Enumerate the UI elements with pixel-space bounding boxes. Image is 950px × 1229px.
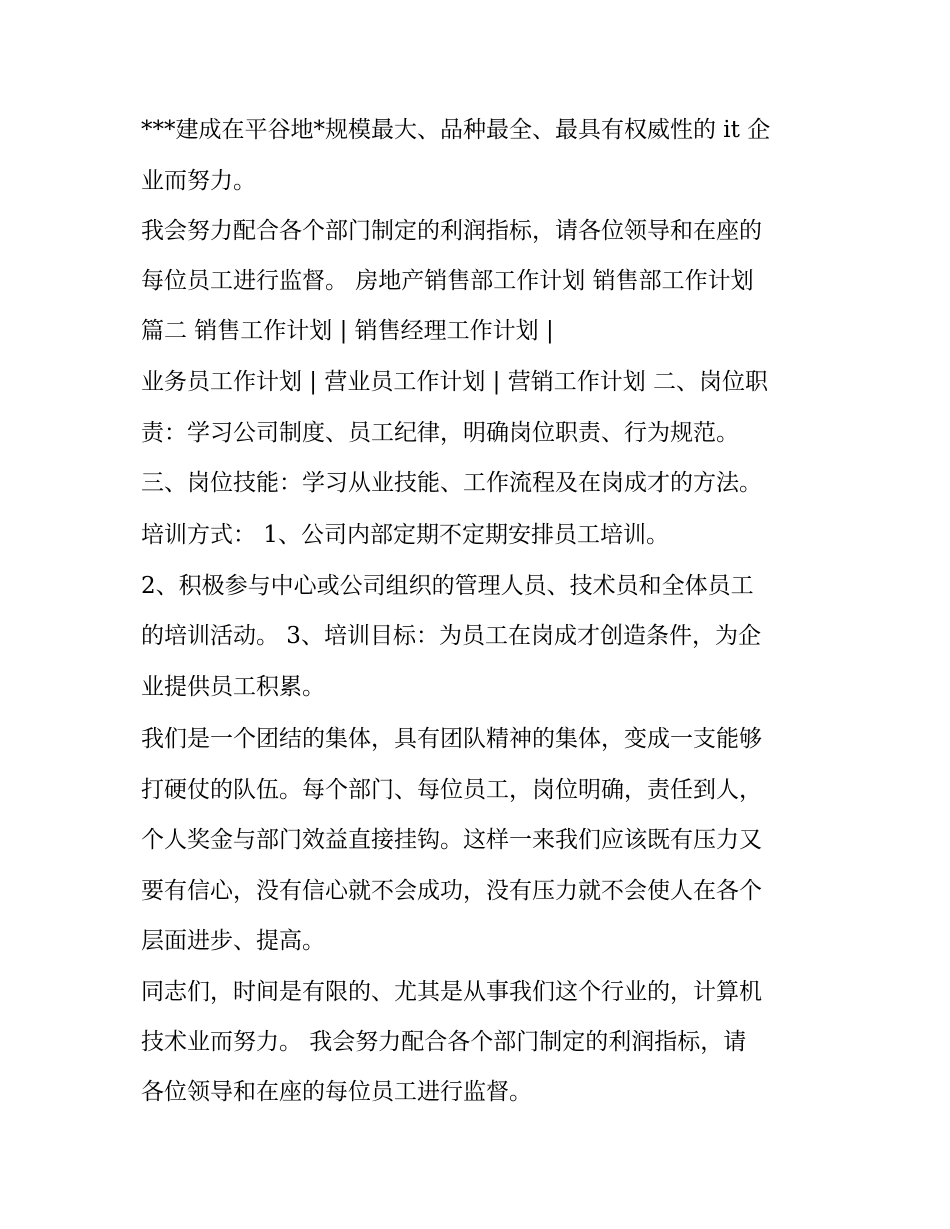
text-line: 责：学习公司制度、员工纪律，明确岗位职责、行为规范。 [141,420,739,446]
text-line: 技术业而努力。 我会努力配合各个部门制定的利润指标，请 [141,1029,747,1055]
text-line: 每位员工进行监督。 房地产销售部工作计划 销售部工作计划 [141,268,754,294]
text-line: 业务员工作计划 | 营业员工作计划 | 营销工作计划 二、岗位职 [141,369,769,395]
text-line: 培训方式： 1、公司内部定期不定期安排员工培训。 [141,522,669,548]
text-line: 2、积极参与中心或公司组织的管理人员、技术员和全体员工 [141,573,754,599]
text-line: 业而努力。 [141,168,256,194]
text-line: 我会努力配合各个部门制定的利润指标，请各位领导和在座的 [141,218,762,244]
text-line: 三、岗位技能：学习从业技能、工作流程及在岗成才的方法。 [141,470,762,496]
text-line: 我们是一个团结的集体，具有团队精神的集体，变成一支能够 [141,726,762,752]
text-line: 篇二 销售工作计划 | 销售经理工作计划 | [141,318,554,344]
text-line: 各位领导和在座的每位员工进行监督。 [141,1079,532,1105]
text-line: 个人奖金与部门效益直接挂钩。这样一来我们应该既有压力又 [141,827,762,853]
text-line: 要有信心，没有信心就不会成功，没有压力就不会使人在各个 [141,878,762,904]
text-line: ***建成在平谷地*规模最大、品种最全、最具有权威性的 it 企 [141,117,771,143]
text-line: 打硬仗的队伍。每个部门、每位员工，岗位明确，责任到人， [141,777,762,803]
text-line: 层面进步、提高。 [141,928,325,954]
text-line: 的培训活动。 3、培训目标：为员工在岗成才创造条件，为企 [141,623,761,649]
text-line: 业提供员工积累。 [141,674,325,700]
text-line: 同志们，时间是有限的、尤其是从事我们这个行业的，计算机 [141,979,762,1005]
